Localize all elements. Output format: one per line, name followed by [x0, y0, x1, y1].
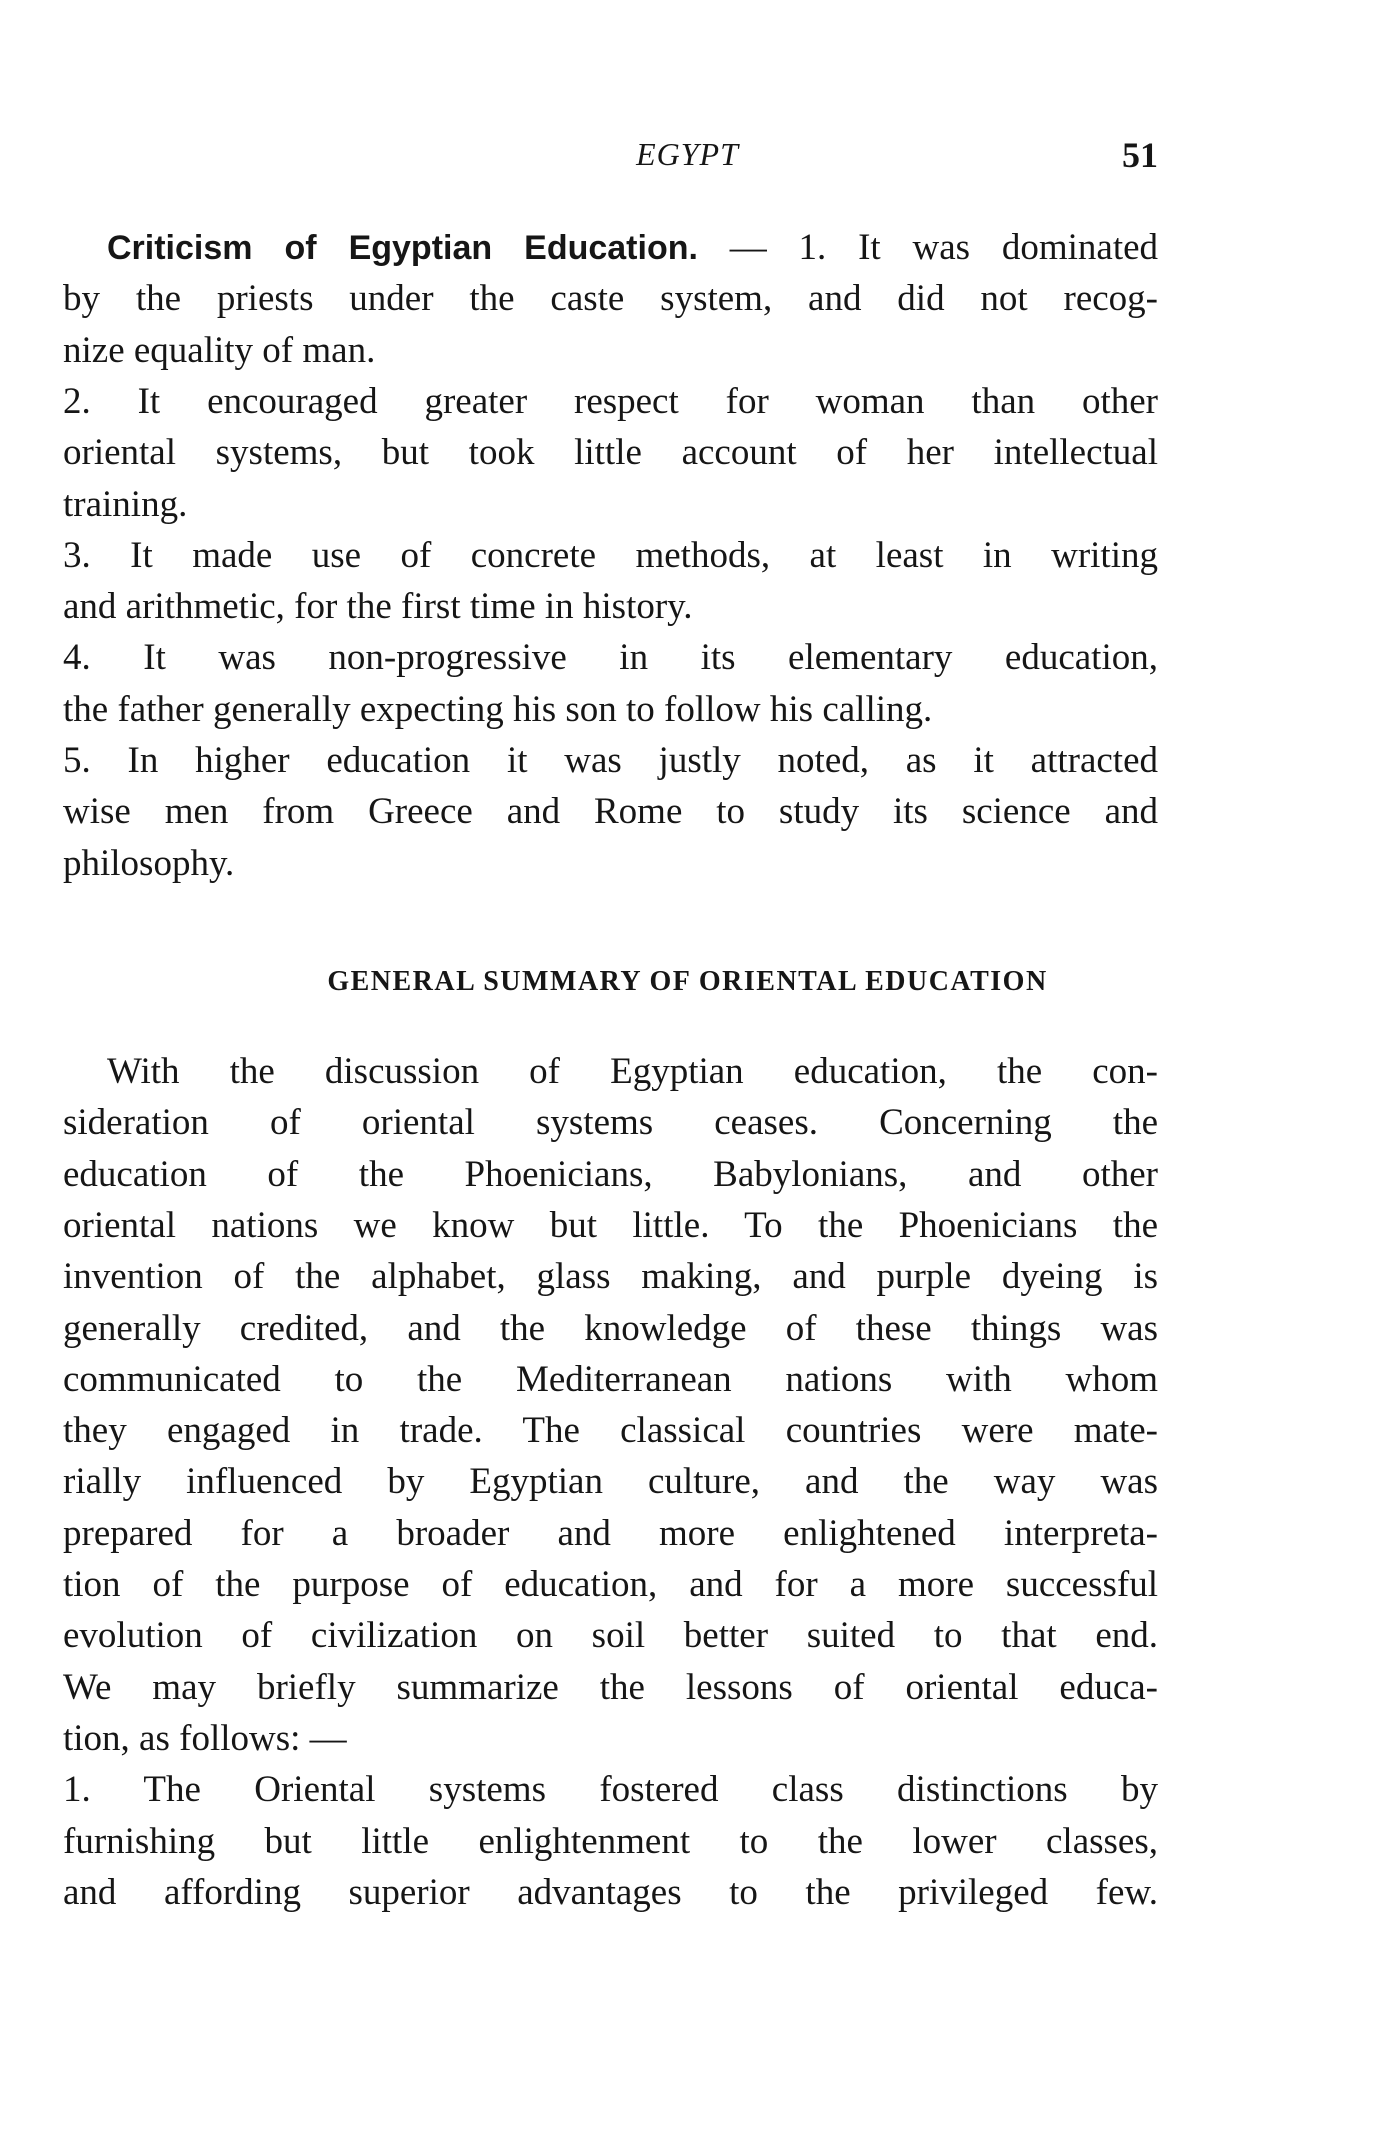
running-head: EGYPT: [636, 136, 739, 172]
text-line: tion, as follows: —: [63, 1717, 347, 1759]
text-line: education of the Phoenicians, Babylonians, and other: [63, 1153, 1158, 1195]
text-line: We may briefly summarize the lessons of oriental educa-: [63, 1666, 1158, 1708]
text-line: training.: [63, 483, 188, 525]
text-line: communicated to the Mediterranean nations with whom: [63, 1358, 1158, 1400]
text-line: philosophy.: [63, 842, 235, 884]
text-line: nize equality of man.: [63, 329, 376, 371]
text-line: oriental nations we know but little. To the Phoenicians the: [63, 1204, 1158, 1246]
text-line: 2. It encouraged greater respect for woman than other: [63, 380, 1158, 422]
text-line: invention of the alphabet, glass making, and purple dyeing is: [63, 1256, 1158, 1298]
text-line: 5. In higher education it was justly noted, as it attracted: [63, 740, 1158, 781]
text-line: prepared for a broader and more enlightened interpreta-: [63, 1512, 1158, 1554]
text-line: 1. The Oriental systems fostered class distinctions by: [63, 1769, 1158, 1811]
text-line: they engaged in trade. The classical countries were mate-: [63, 1410, 1158, 1452]
text-line: 3. It made use of concrete methods, at least in writing: [63, 534, 1158, 576]
text-line: and affording superior advantages to the privileged few.: [63, 1871, 1158, 1913]
text-line: by the priests under the caste system, and did not recog-: [63, 278, 1158, 320]
text-line: tion of the purpose of education, and for a more successful: [63, 1564, 1158, 1605]
text-line: With the discussion of Egyptian education, the con-: [107, 1051, 1158, 1092]
section-heading: GENERAL SUMMARY OF ORIENTAL EDUCATION: [327, 966, 1048, 997]
text-line: wise men from Greece and Rome to study its science and: [63, 791, 1158, 833]
text-line: sideration of oriental systems ceases. Concerning the: [63, 1102, 1158, 1144]
text-line: generally credited, and the knowledge of these things was: [63, 1307, 1158, 1349]
text-line: rially influenced by Egyptian culture, and the way was: [63, 1461, 1158, 1503]
text-line: the father generally expecting his son to follow his calling.: [63, 688, 933, 730]
text-line: and arithmetic, for the first time in history.: [63, 586, 693, 628]
text-line: 4. It was non-progressive in its elementary education,: [63, 637, 1158, 679]
text-line: [107, 226, 1158, 270]
text-line: oriental systems, but took little account of her intellectual: [63, 432, 1158, 474]
page-number: 51: [1122, 135, 1158, 175]
text-line: evolution of civilization on soil better suited to that end.: [63, 1615, 1158, 1657]
text-run: — 1. It was dominated: [729, 227, 1159, 268]
criticism-heading: Criticism of Egyptian Education.: [107, 229, 698, 267]
text-line: furnishing but little enlightenment to the lower classes,: [63, 1820, 1158, 1862]
